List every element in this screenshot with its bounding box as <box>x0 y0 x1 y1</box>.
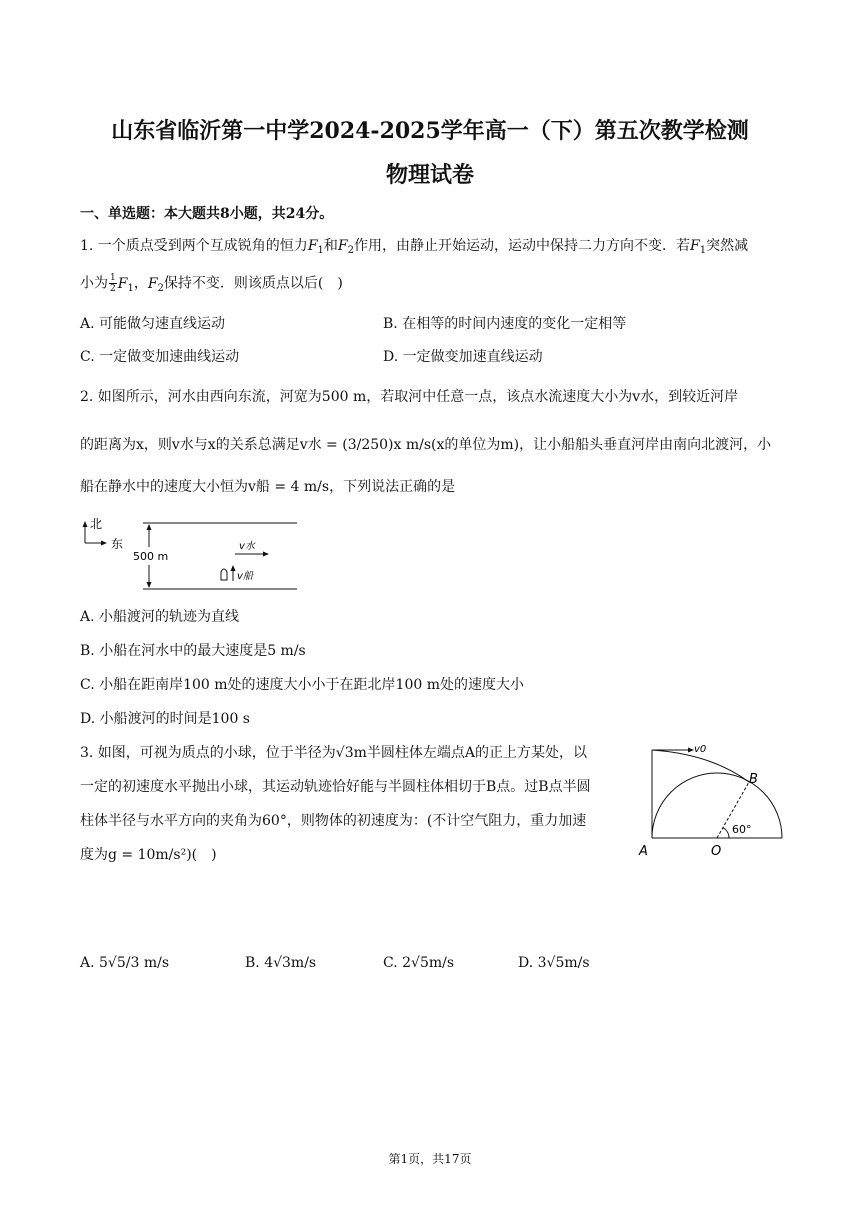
q3-option-a: A. 5√5/3 m/s <box>80 955 169 971</box>
q2-option-b: B. 小船在河水中的最大速度是5 m/s <box>80 643 306 659</box>
q1-text-b: 作用，由静止开始运动，运动中保持二力方向不变．若 <box>354 238 690 254</box>
q1-line1: 1. 一个质点受到两个互成锐角的恒力$F_1$和$F_2$作用，由静止开始运动，运动中保持二力方向不变．若$F_1$突然减 <box>80 238 749 256</box>
q1-text-a: 1. 一个质点受到两个互成锐角的恒力 <box>80 238 308 254</box>
boat-velocity-label: v船 <box>237 571 253 582</box>
river-figure <box>75 515 305 595</box>
q3-line2: 一定的初速度水平抛出小球，其运动轨迹恰好能与半圆柱体相切于B点。过B点半圆 <box>80 779 591 795</box>
river-width-label: 500 m <box>133 550 169 563</box>
north-label: 北 <box>90 517 103 531</box>
q1-line2: 小为 $\frac{1}{2}$ $F_1$，$F_2$保持不变．则该质点以后( ) <box>80 273 343 294</box>
section-heading: 一、单选题：本大题共8小题，共24分。 <box>80 206 334 222</box>
point-a-label: A <box>639 844 648 859</box>
q1-text-d: 小为 <box>80 275 108 292</box>
page-number: 第1页，共17页 <box>388 1152 472 1166</box>
q3-line4: 度为g = 10m/s²)( ) <box>80 847 217 863</box>
q1-text-e: 保持不变．则该质点以后( ) <box>163 275 343 292</box>
q2-option-d: D. 小船渡河的时间是100 s <box>80 711 250 727</box>
q1-option-c: C. 一定做变加速曲线运动 <box>80 349 240 365</box>
q3-option-c: C. 2√5m/s <box>383 955 455 971</box>
q1-option-d: D. 一定做变加速直线运动 <box>383 349 543 365</box>
q2-line1: 2. 如图所示，河水由西向东流，河宽为500 m，若取河中任意一点，该点水流速度大小为v水，到较近河岸 <box>80 389 739 405</box>
angle-label: 60° <box>732 823 752 836</box>
q3-option-d: D. 3√5m/s <box>518 955 590 971</box>
q3-line1: 3. 如图，可视为质点的小球，位于半径为√3m半圆柱体左端点A的正上方某处，以 <box>80 745 588 761</box>
v0-label: v0 <box>694 744 707 755</box>
q2-line2: 的距离为x，则v水与x的关系总满足v水 = (3/250)x m/s(x的单位为m)，让小船船头垂直河岸由南向北渡河，小 <box>80 437 772 453</box>
q3-line3: 柱体半径与水平方向的夹角为60°，则物体的初速度为：(不计空气阻力，重力加速 <box>80 813 587 829</box>
point-o-label: O <box>711 844 722 859</box>
q2-option-a: A. 小船渡河的轨迹为直线 <box>80 609 240 625</box>
point-b-label: B <box>749 772 758 787</box>
q3-option-b: B. 4√3m/s <box>245 955 317 971</box>
water-velocity-label: v水 <box>239 541 255 552</box>
q1-option-b: B. 在相等的时间内速度的变化一定相等 <box>383 316 627 332</box>
q1-option-a: A. 可能做匀速直线运动 <box>80 316 226 332</box>
exam-title: 山东省临沂第一中学2024-2025学年高一（下）第五次教学检测 <box>111 118 749 144</box>
q2-line3: 船在静水中的速度大小恒为v船 = 4 m/s，下列说法正确的是 <box>80 479 456 495</box>
boat-icon <box>221 569 227 580</box>
semicylinder-figure <box>636 740 786 862</box>
q1-text-c: 突然减 <box>706 238 749 254</box>
q2-option-c: C. 小船在距南岸100 m处的速度大小小于在距北岸100 m处的速度大小 <box>80 677 525 693</box>
exam-subtitle: 物理试卷 <box>385 162 474 188</box>
east-label: 东 <box>111 537 124 551</box>
